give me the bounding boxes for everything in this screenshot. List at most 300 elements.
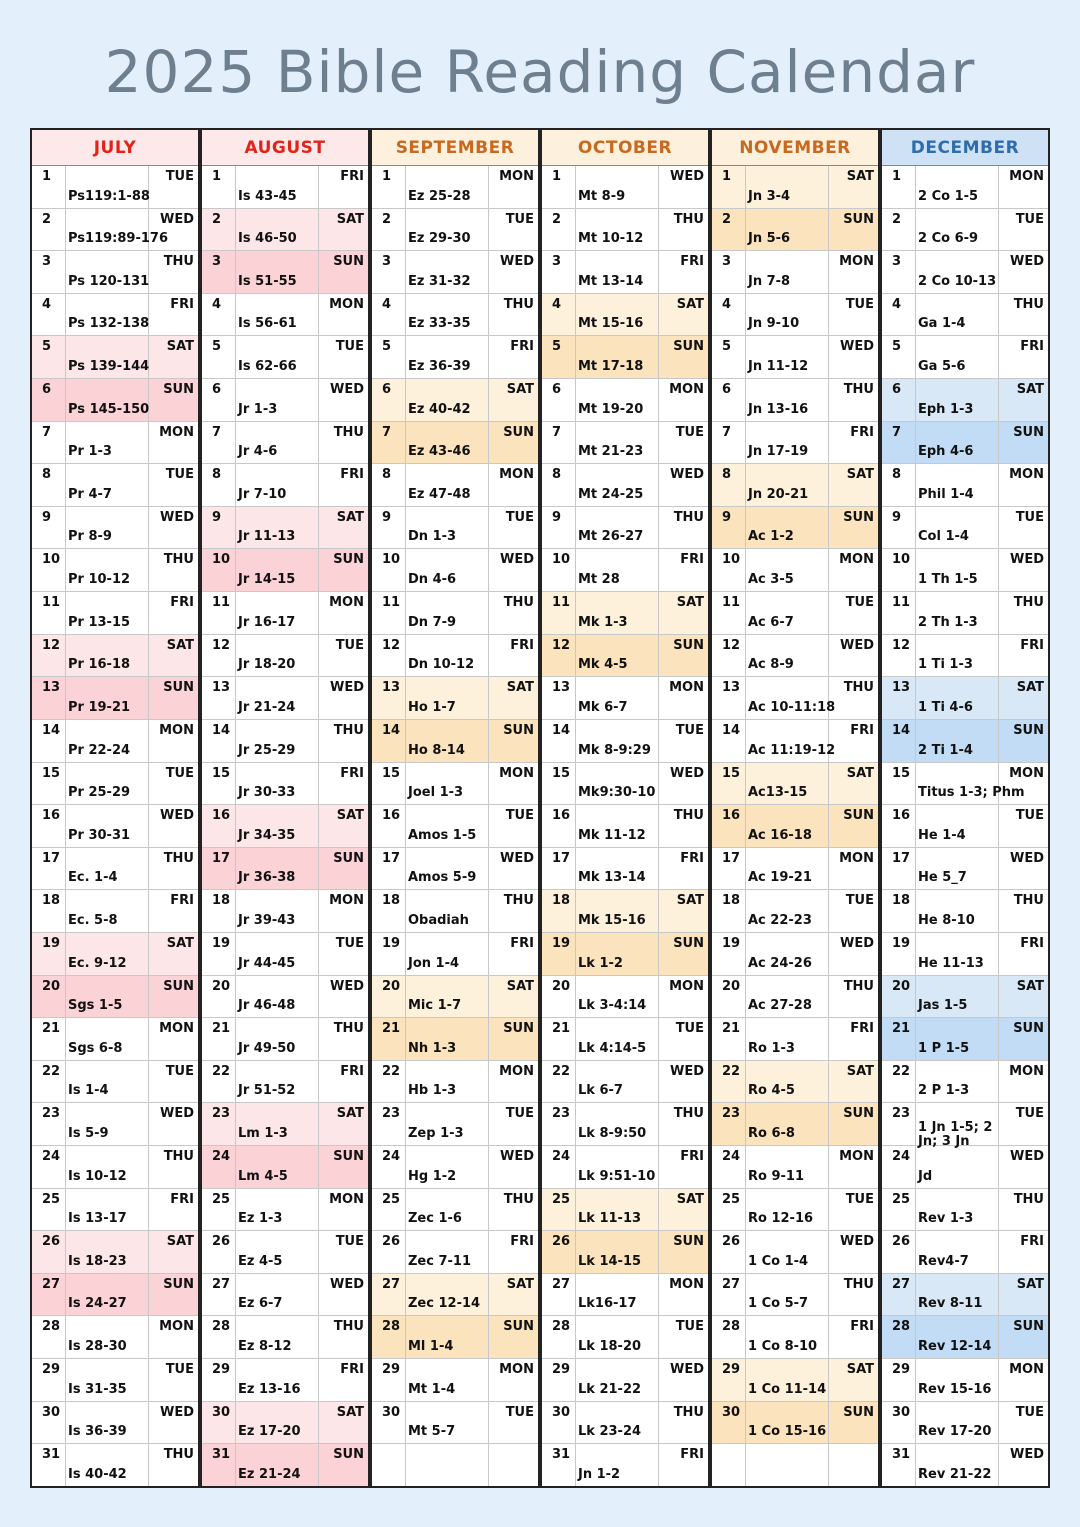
cell-divider [998, 422, 999, 464]
day-number: 27 [542, 1274, 576, 1316]
day-number: 11 [372, 592, 406, 634]
reading-text: Dn 1-3 [408, 529, 457, 545]
reading-text: Ez 40-42 [408, 401, 471, 417]
day-number: 30 [542, 1402, 576, 1444]
reading-text: Mk 4-5 [578, 657, 628, 673]
weekday-label: WED [1009, 850, 1044, 866]
cell-divider [488, 677, 489, 719]
day-row [542, 976, 708, 1019]
day-number: 30 [712, 1402, 746, 1444]
weekday-label: FRI [680, 1447, 704, 1463]
cell-divider [658, 592, 659, 634]
reading-text: Pr 22-24 [68, 742, 131, 758]
cell-divider [998, 592, 999, 634]
reading-text: Titus 1-3; Phm [918, 785, 1025, 801]
day-row [202, 635, 368, 678]
day-number: 18 [32, 890, 66, 932]
weekday-label: FRI [340, 1362, 364, 1378]
day-number: 14 [882, 720, 916, 762]
day-row [882, 1231, 1048, 1274]
day-row [882, 1061, 1048, 1104]
reading-text: Ps119:89-176 [68, 231, 168, 247]
reading-text: Ac 27-28 [748, 998, 812, 1014]
day-row [542, 763, 708, 806]
day-number: 19 [202, 933, 236, 975]
day-row [712, 1189, 878, 1232]
weekday-label: THU [1013, 595, 1044, 611]
day-row [882, 763, 1048, 806]
weekday-label: SUN [1013, 1319, 1044, 1335]
reading-text: Is 40-42 [68, 1466, 127, 1482]
reading-text: Ez 21-24 [238, 1466, 301, 1482]
cell-divider [488, 933, 489, 975]
reading-text: Jn 7-8 [748, 273, 791, 289]
day-number: 1 [542, 166, 576, 208]
day-number: 16 [372, 805, 406, 847]
reading-text: Ga 1-4 [918, 316, 966, 332]
day-row [712, 763, 878, 806]
day-number: 19 [882, 933, 916, 975]
weekday-label: SAT [336, 1106, 364, 1122]
cell-divider [828, 1103, 829, 1145]
reading-text: Lk 8-9:50 [578, 1126, 647, 1142]
weekday-label: SUN [333, 1447, 364, 1463]
weekday-label: FRI [1020, 935, 1044, 951]
weekday-label: MON [669, 1276, 704, 1292]
weekday-label: SUN [843, 1404, 874, 1420]
cell-divider [148, 464, 149, 506]
day-number: 23 [372, 1103, 406, 1145]
day-row [712, 549, 878, 592]
day-row [202, 976, 368, 1019]
weekday-label: WED [499, 1149, 534, 1165]
day-number: 10 [202, 549, 236, 591]
cell-divider [828, 166, 829, 208]
weekday-label: THU [1013, 893, 1044, 909]
reading-text: Pr 1-3 [68, 444, 112, 460]
weekday-label: TUE [845, 1191, 874, 1207]
cell-divider [488, 422, 489, 464]
weekday-label: TUE [675, 1021, 704, 1037]
cell-divider [318, 209, 319, 251]
weekday-label: SUN [673, 339, 704, 355]
reading-text: Lk 11-13 [578, 1211, 642, 1227]
cell-divider [998, 933, 999, 975]
day-number: 16 [712, 805, 746, 847]
day-number: 23 [202, 1103, 236, 1145]
cell-divider [998, 805, 999, 847]
day-number: 25 [542, 1189, 576, 1231]
weekday-label: FRI [1020, 1234, 1044, 1250]
reading-text: Ec. 1-4 [68, 870, 118, 886]
day-row [202, 294, 368, 337]
day-number: 12 [372, 635, 406, 677]
day-number: 20 [712, 976, 746, 1018]
weekday-label: MON [1009, 467, 1044, 483]
cell-divider [998, 1316, 999, 1358]
day-row [202, 549, 368, 592]
day-number: 31 [202, 1444, 236, 1486]
day-row [372, 1018, 538, 1061]
day-row [882, 720, 1048, 763]
day-row [32, 933, 198, 976]
day-number: 18 [372, 890, 406, 932]
cell-divider [488, 763, 489, 805]
weekday-label: SAT [166, 1234, 194, 1250]
weekday-label: MON [159, 722, 194, 738]
weekday-label: TUE [505, 808, 534, 824]
reading-text: Jn 1-2 [578, 1466, 621, 1482]
weekday-label: TUE [505, 1106, 534, 1122]
day-row [542, 933, 708, 976]
reading-text: Ps 139-144 [68, 359, 150, 375]
weekday-label: THU [673, 1404, 704, 1420]
reading-text: Mt 24-25 [578, 486, 644, 502]
cell-divider [658, 677, 659, 719]
weekday-label: SUN [333, 1149, 364, 1165]
weekday-label: WED [159, 1106, 194, 1122]
cell-divider [488, 890, 489, 932]
weekday-label: THU [163, 850, 194, 866]
day-row [712, 1018, 878, 1061]
reading-text: Jr 51-52 [238, 1083, 296, 1099]
weekday-label: WED [669, 1063, 704, 1079]
reading-text: 2 Co 1-5 [918, 188, 979, 204]
day-row [542, 890, 708, 933]
weekday-label: MON [1009, 169, 1044, 184]
day-row [542, 1103, 708, 1146]
cell-divider [318, 1146, 319, 1188]
day-number: 11 [32, 592, 66, 634]
day-number: 28 [372, 1316, 406, 1358]
reading-text: Ez 25-28 [408, 188, 471, 204]
cell-divider [828, 1231, 829, 1273]
cell-divider [998, 976, 999, 1018]
calendar-grid [30, 128, 1050, 1488]
cell-divider [148, 422, 149, 464]
weekday-label: WED [159, 211, 194, 227]
reading-text: Ro 12-16 [748, 1211, 814, 1227]
reading-text: Jn 11-12 [748, 359, 809, 375]
day-number: 10 [32, 549, 66, 591]
weekday-label: FRI [850, 1319, 874, 1335]
cell-divider [318, 635, 319, 677]
reading-text: Ez 1-3 [238, 1211, 283, 1227]
weekday-label: TUE [335, 935, 364, 951]
reading-text: Pr 13-15 [68, 614, 131, 630]
day-row [882, 294, 1048, 337]
day-row [882, 464, 1048, 507]
day-row [202, 1146, 368, 1189]
weekday-label: THU [163, 1447, 194, 1463]
reading-text: Ec. 9-12 [68, 955, 127, 971]
day-number: 9 [202, 507, 236, 549]
day-row [712, 251, 878, 294]
weekday-label: THU [1013, 296, 1044, 312]
cell-divider [658, 1274, 659, 1316]
day-number: 5 [712, 336, 746, 378]
month-header: JULY [32, 130, 198, 166]
reading-text: Jd [918, 1168, 933, 1184]
month-header: NOVEMBER [712, 130, 878, 166]
cell-divider [828, 1359, 829, 1401]
day-row [882, 1274, 1048, 1317]
weekday-label: FRI [680, 1149, 704, 1165]
day-number: 24 [32, 1146, 66, 1188]
reading-text: 2 Th 1-3 [918, 614, 978, 630]
cell-divider [828, 1018, 829, 1060]
day-row [882, 507, 1048, 550]
weekday-label: TUE [675, 424, 704, 440]
day-number: 4 [712, 294, 746, 336]
day-number: 24 [542, 1146, 576, 1188]
weekday-label: SUN [843, 1106, 874, 1122]
day-number: 1 [372, 166, 406, 208]
day-number: 4 [372, 294, 406, 336]
weekday-label: TUE [165, 467, 194, 483]
day-row [712, 1359, 878, 1402]
day-number: 9 [542, 507, 576, 549]
weekday-label: FRI [510, 1234, 534, 1250]
reading-text: Col 1-4 [918, 529, 969, 545]
day-number: 14 [712, 720, 746, 762]
reading-text: Jr 21-24 [238, 699, 296, 715]
reading-text: Ez 6-7 [238, 1296, 283, 1312]
day-row [542, 336, 708, 379]
cell-divider [998, 1061, 999, 1103]
day-row [372, 890, 538, 933]
day-row [712, 720, 878, 763]
day-row [712, 1231, 878, 1274]
reading-text: Jn 17-19 [748, 444, 809, 460]
cell-divider [828, 507, 829, 549]
weekday-label: THU [673, 509, 704, 525]
reading-text: Amos 1-5 [408, 827, 477, 843]
reading-text: Phil 1-4 [918, 486, 974, 502]
reading-text: Sgs 6-8 [68, 1040, 123, 1056]
day-number: 6 [32, 379, 66, 421]
cell-divider [318, 1103, 319, 1145]
cell-divider [148, 1103, 149, 1145]
day-number: 31 [32, 1444, 66, 1486]
weekday-label: SAT [1016, 382, 1044, 398]
cell-divider [828, 251, 829, 293]
weekday-label: MON [159, 1021, 194, 1037]
day-row [372, 507, 538, 550]
weekday-label: MON [499, 765, 534, 781]
weekday-label: SAT [676, 1191, 704, 1207]
weekday-label: TUE [505, 509, 534, 525]
reading-text: Ml 1-4 [408, 1339, 454, 1355]
reading-text: Zep 1-3 [408, 1126, 464, 1142]
reading-text: Ac 10-11:18 [748, 699, 836, 715]
day-number: 6 [202, 379, 236, 421]
cell-divider [828, 336, 829, 378]
day-row [32, 464, 198, 507]
reading-text: Is 31-35 [68, 1381, 127, 1397]
cell-divider [488, 507, 489, 549]
day-number: 28 [202, 1316, 236, 1358]
reading-text: Ez 29-30 [408, 231, 471, 247]
day-number: 15 [542, 763, 576, 805]
reading-text: Rev 1-3 [918, 1211, 974, 1227]
day-row [372, 209, 538, 252]
reading-text: Pr 19-21 [68, 699, 131, 715]
weekday-label: TUE [1015, 211, 1044, 227]
weekday-label: WED [499, 850, 534, 866]
day-number: 23 [712, 1103, 746, 1145]
weekday-label: MON [499, 467, 534, 483]
month-column-august [200, 128, 370, 1488]
day-number: 4 [202, 294, 236, 336]
day-number: 4 [882, 294, 916, 336]
day-number: 7 [882, 422, 916, 464]
cell-divider [488, 1274, 489, 1316]
day-row [712, 1061, 878, 1104]
reading-text: Ac 19-21 [748, 870, 812, 886]
cell-divider [148, 933, 149, 975]
day-row [372, 1359, 538, 1402]
cell-divider [318, 677, 319, 719]
weekday-label: THU [333, 1319, 364, 1335]
day-number: 1 [712, 166, 746, 208]
day-row [542, 1189, 708, 1232]
day-number: 5 [882, 336, 916, 378]
reading-text: Pr 30-31 [68, 827, 131, 843]
reading-text: Mt 15-16 [578, 316, 644, 332]
reading-text: Mt 13-14 [578, 273, 644, 289]
weekday-label: FRI [1020, 637, 1044, 653]
day-row [542, 1402, 708, 1445]
day-row [712, 635, 878, 678]
day-number: 31 [542, 1444, 576, 1486]
day-row [202, 209, 368, 252]
month-column-july [30, 128, 200, 1488]
day-number: 15 [32, 763, 66, 805]
day-number: 17 [202, 848, 236, 890]
day-row [712, 592, 878, 635]
weekday-label: FRI [170, 1191, 194, 1207]
cell-divider [658, 635, 659, 677]
weekday-label: WED [159, 808, 194, 824]
cell-divider [658, 1103, 659, 1145]
reading-text: Mt 5-7 [408, 1424, 456, 1440]
cell-divider [318, 294, 319, 336]
day-number: 6 [882, 379, 916, 421]
weekday-label: THU [843, 680, 874, 696]
day-row [32, 890, 198, 933]
month-header: DECEMBER [882, 130, 1048, 166]
weekday-label: THU [333, 1021, 364, 1037]
reading-text: Ac 6-7 [748, 614, 794, 630]
day-number: 18 [882, 890, 916, 932]
day-number: 24 [882, 1146, 916, 1188]
weekday-label: SAT [336, 211, 364, 227]
reading-text: Jr 7-10 [238, 486, 287, 502]
day-number: 16 [542, 805, 576, 847]
weekday-label: MON [159, 424, 194, 440]
day-row [712, 1316, 878, 1359]
weekday-label: FRI [340, 467, 364, 483]
cell-divider [658, 1316, 659, 1358]
day-row [32, 379, 198, 422]
weekday-label: SUN [333, 254, 364, 270]
reading-text: Mk 8-9:29 [578, 742, 651, 758]
day-row [542, 294, 708, 337]
cell-divider [658, 1061, 659, 1103]
day-row [712, 422, 878, 465]
cell-divider [148, 1018, 149, 1060]
day-number: 29 [542, 1359, 576, 1401]
cell-divider [318, 1402, 319, 1444]
cell-divider [318, 1444, 319, 1486]
reading-text: 1 Ti 1-3 [918, 657, 973, 673]
day-number: 25 [372, 1189, 406, 1231]
reading-text: Lk 18-20 [578, 1339, 642, 1355]
cell-divider [658, 976, 659, 1018]
weekday-label: SUN [673, 935, 704, 951]
weekday-label: SAT [166, 637, 194, 653]
day-number: 13 [712, 677, 746, 719]
day-number: 19 [372, 933, 406, 975]
day-row [32, 549, 198, 592]
weekday-label: WED [499, 552, 534, 568]
day-row [372, 805, 538, 848]
day-number: 28 [712, 1316, 746, 1358]
cell-divider [148, 976, 149, 1018]
cell-divider [148, 1189, 149, 1231]
weekday-label: SUN [1013, 424, 1044, 440]
cell-divider [318, 379, 319, 421]
cell-divider [488, 635, 489, 677]
cell-divider [658, 166, 659, 208]
day-row [712, 1402, 878, 1445]
day-number: 29 [32, 1359, 66, 1401]
day-row [372, 1444, 538, 1486]
reading-text: Ps 132-138 [68, 316, 150, 332]
cell-divider [488, 1189, 489, 1231]
day-row [712, 890, 878, 933]
page-title: 2025 Bible Reading Calendar [104, 38, 976, 106]
weekday-label: MON [329, 296, 364, 312]
day-row [542, 1061, 708, 1104]
reading-text: Is 62-66 [238, 359, 297, 375]
weekday-label: WED [1009, 254, 1044, 270]
reading-text: Jr 49-50 [238, 1040, 296, 1056]
cell-divider [318, 1018, 319, 1060]
day-number: 8 [202, 464, 236, 506]
reading-text: Pr 10-12 [68, 572, 131, 588]
cell-divider [998, 464, 999, 506]
day-number: 25 [882, 1189, 916, 1231]
weekday-label: SAT [846, 467, 874, 483]
cell-divider [488, 1146, 489, 1188]
day-row [542, 1018, 708, 1061]
weekday-label: WED [839, 339, 874, 355]
day-row [542, 464, 708, 507]
cell-divider [828, 592, 829, 634]
day-row [542, 1231, 708, 1274]
reading-text: Pr 8-9 [68, 529, 112, 545]
month-header: SEPTEMBER [372, 130, 538, 166]
reading-text: Obadiah [408, 912, 469, 928]
day-row [712, 294, 878, 337]
reading-text: Lk 4:14-5 [578, 1040, 647, 1056]
weekday-label: SAT [846, 1362, 874, 1378]
reading-text: Rev 15-16 [918, 1381, 992, 1397]
day-row [372, 549, 538, 592]
day-number: 17 [372, 848, 406, 890]
